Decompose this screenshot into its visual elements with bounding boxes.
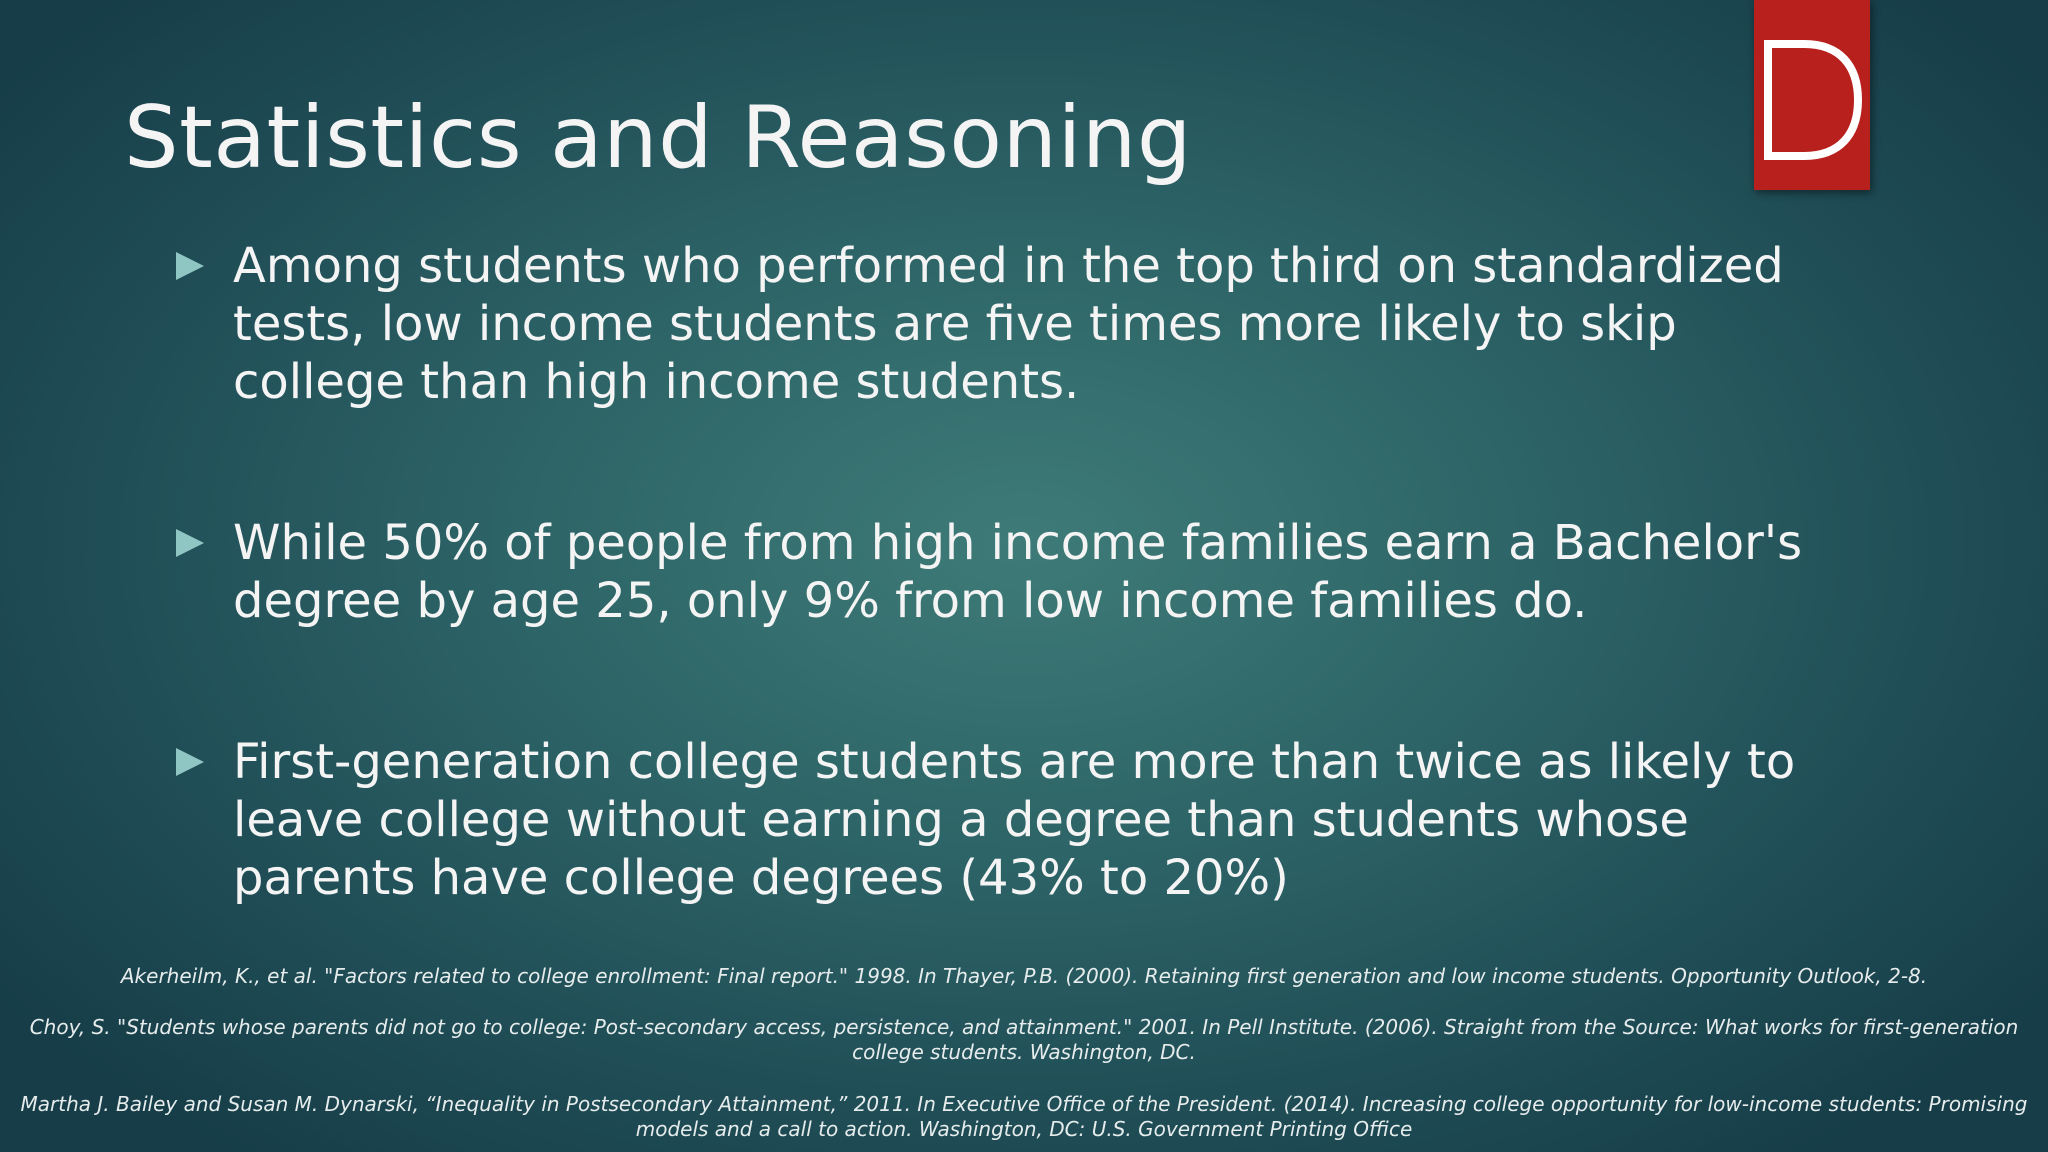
reference-citation: Martha J. Bailey and Susan M. Dynarski, “Inequality in Postsecondary Attainment,” 2011. In Executive Office of the President. (2014). Increasing college opportunity for low-income students: Promising models and a call to action. Washington, DC: U.S. Government Printing Office xyxy=(20,1092,2028,1141)
bullet-text: First-generation college students are more than twice as likely to leave college without earning a degree than students whose parents have college degrees (43% to 20%) xyxy=(233,734,1796,906)
slide-title: Statistics and Reasoning xyxy=(124,88,1193,188)
reference-citation: Choy, S. "Students whose parents did not go to college: Post-secondary access, persistence, and attainment." 2001. In Pell Institute. (2006). Straight from the Source: What works for first-generation college students. Washington, DC. xyxy=(29,1015,2019,1064)
letter-d-logo-icon xyxy=(1754,0,1870,190)
bullet-text: While 50% of people from high income families earn a Bachelor's degree by age 25, only 9% from low income families do. xyxy=(233,515,1803,629)
triangle-bullet-icon xyxy=(176,529,204,557)
triangle-bullet-icon xyxy=(176,748,204,776)
bullet-text: Among students who performed in the top third on standardized tests, low income students are five times more likely to skip college than high income students. xyxy=(233,238,1784,410)
triangle-bullet-icon xyxy=(176,252,204,280)
d-logo xyxy=(1754,0,1870,190)
reference-citation: Akerheilm, K., et al. "Factors related to college enrollment: Final report." 1998. In Thayer, P.B. (2000). Retaining first generation and low income students. Opportunity Outlook, 2-8. xyxy=(120,964,1928,988)
